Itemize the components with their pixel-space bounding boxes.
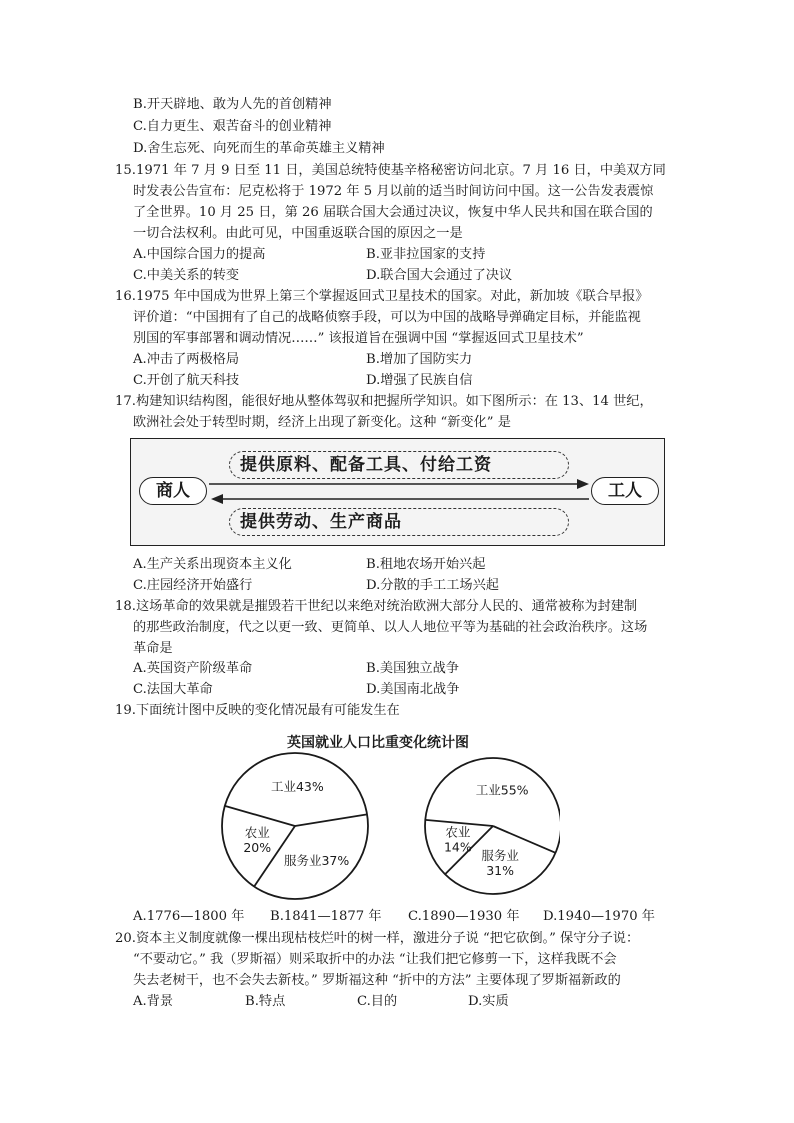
q15-option-c: C.中美关系的转变 (133, 268, 240, 283)
q16-stem-line-2: 评价道：“中国拥有了自己的战略侦察手段，可以为中国的战略导弹确定目标，并能监视 (133, 310, 641, 325)
diagram-node-merchant: 商人 (139, 477, 207, 505)
q17-option-d: D.分散的手工工场兴起 (366, 578, 499, 593)
q17-option-b: B.租地农场开始兴起 (366, 557, 486, 572)
q20-option-b: B.特点 (245, 994, 286, 1009)
q15-stem-line-4: 一切合法权利。由此可见，中国重返联合国的原因之一是 (133, 226, 463, 241)
pie-label-industry: 工业55% (475, 782, 529, 798)
q19-option-b: B.1841—1877 年 (270, 909, 382, 924)
knowledge-structure-diagram (130, 438, 665, 546)
q16-option-c: C.开创了航天科技 (133, 373, 240, 388)
q16-option-b: B.增加了国防实力 (366, 352, 473, 367)
q15-stem-line-2: 时发表公告宣布：尼克松将于 1972 年 5 月以前的适当时间访问中国。这一公告发表震惊 (133, 184, 654, 199)
q17-stem-line-2: 欧洲社会处于转型时期，经济上出现了新变化。这种 “新变化” 是 (133, 415, 511, 430)
pie-chart-after (425, 758, 560, 894)
q16-option-a: A.冲击了两极格局 (133, 352, 240, 367)
q16-option-d: D.增强了民族自信 (366, 373, 473, 388)
chart-title: 英国就业人口比重变化统计图 (287, 735, 469, 751)
pie-label-services: 服务业 (481, 848, 519, 864)
q15-stem-line-1: 15.1971 年 7 月 9 日至 11 日，美国总统特使基辛格秘密访问北京。7 月 16 日，中美双方同 (115, 163, 666, 178)
q17-stem-line-1: 17.构建知识结构图，能很好地从整体驾驭和把握所学知识。如下图所示：在 13、14 世纪， (115, 394, 653, 409)
q19-stem-line-1: 19.下面统计图中反映的变化情况最有可能发生在 (115, 703, 400, 718)
q15-option-d: D.联合国大会通过了决议 (366, 268, 513, 283)
q18-option-c: C.法国大革命 (133, 682, 213, 697)
q16-stem-line-1: 16.1975 年中国成为世界上第三个掌握返回式卫星技术的国家。对此，新加坡《联合早报》 (115, 289, 649, 304)
q18-stem-line-3: 革命是 (133, 641, 173, 656)
pie-label-services: 服务业37% (283, 852, 350, 868)
diagram-node-worker: 工人 (591, 477, 659, 505)
q20-stem-line-2: “不要动它。” 我（罗斯福）则采取折中的办法 “让我们把它修剪一下，这样我既不会 (133, 952, 617, 967)
diagram-top-dashed-box: 提供原料、配备工具、付给工资 (229, 451, 569, 479)
q18-option-d: D.美国南北战争 (366, 682, 460, 697)
pie-label-agriculture: 农业 (445, 824, 471, 840)
q20-option-d: D.实质 (468, 994, 509, 1009)
q15-option-a: A.中国综合国力的提高 (133, 247, 266, 262)
pie-label-agriculture: 20% (243, 840, 272, 856)
q19-option-d: D.1940—1970 年 (543, 909, 655, 924)
q18-stem-line-2: 的那些政治制度，代之以更一致、更简单、以人人地位平等为基础的社会政治秩序。这场 (133, 620, 648, 635)
pie-charts (215, 752, 560, 902)
q20-stem-line-3: 失去老树干，也不会失去新枝。” 罗斯福这种 “折中的方法” 主要体现了罗斯福新政的 (133, 973, 621, 988)
q20-option-c: C.目的 (357, 994, 398, 1009)
pie-label-industry: 工业43% (270, 778, 324, 794)
q14-option-b: B.开天辟地、敢为人先的首创精神 (133, 97, 332, 112)
q20-option-a: A.背景 (133, 994, 174, 1009)
q14-option-d: D.舍生忘死、向死而生的革命英雄主义精神 (133, 141, 385, 156)
q14-option-c: C.自力更生、艰苦奋斗的创业精神 (133, 119, 332, 134)
q19-option-a: A.1776—1800 年 (133, 909, 245, 924)
q17-option-a: A.生产关系出现资本主义化 (133, 557, 292, 572)
q19-option-c: C.1890—1930 年 (408, 909, 520, 924)
pie-label-services: 31% (486, 863, 515, 879)
q15-option-b: B.亚非拉国家的支持 (366, 247, 486, 262)
q18-option-a: A.英国资产阶级革命 (133, 661, 253, 676)
q17-option-c: C.庄园经济开始盛行 (133, 578, 253, 593)
diagram-arrows (131, 439, 666, 547)
pie-label-agriculture: 14% (443, 839, 472, 855)
q18-option-b: B.美国独立战争 (366, 661, 460, 676)
q20-stem-line-1: 20.资本主义制度就像一棵出现枯枝烂叶的树一样，激进分子说 “把它砍倒。” 保守分子说： (115, 931, 640, 946)
pie-chart-before (222, 753, 368, 899)
pie-label-agriculture: 农业 (244, 825, 270, 841)
q16-stem-line-3: 別国的军事部署和调动情况……” 该报道旨在强调中国 “掌握返回式卫星技术” (133, 331, 584, 346)
q18-stem-line-1: 18.这场革命的效果就是摧毁若干世纪以来绝对统治欧洲大部分人民的、通常被称为封建制 (115, 599, 638, 614)
q15-stem-line-3: 了全世界。10 月 25 日，第 26 届联合国大会通过决议，恢复中华人民共和国在联合国的 (133, 205, 653, 220)
diagram-bottom-dashed-box: 提供劳动、生产商品 (229, 508, 569, 536)
